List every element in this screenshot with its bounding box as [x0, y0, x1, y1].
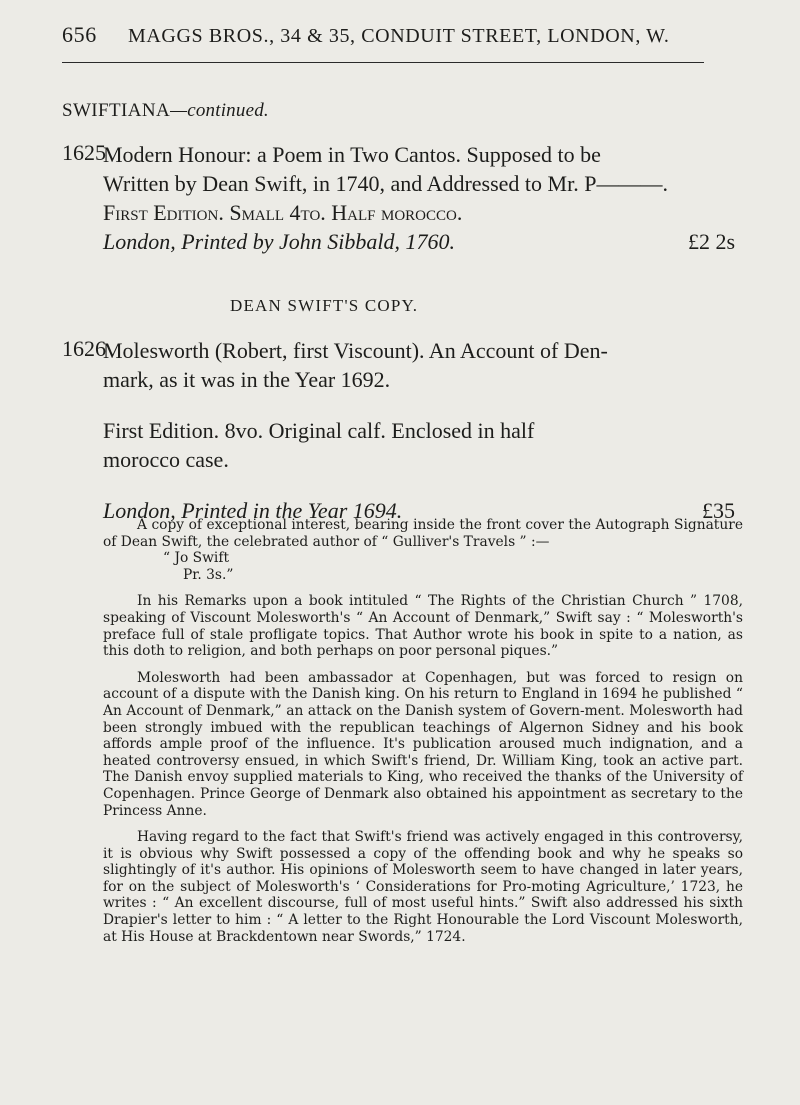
lot-number-1626: 1626	[62, 336, 106, 361]
entry-1625-title-line-1: Modern Honour: a Poem in Two Cantos. Supposed to be	[103, 142, 601, 167]
lot-number-1625: 1625	[62, 140, 106, 165]
description-paragraph-1: A copy of exceptional interest, bearing inside the front cover the Autograph Signature of Dean Swift, the celebrated author of “ Gulliver's Travels ” :—	[103, 517, 743, 550]
entry-1626-title-line-2: mark, as it was in the Year 1692.	[103, 367, 391, 392]
header-rule	[62, 62, 704, 63]
entry-1626-description	[103, 517, 743, 945]
running-head	[62, 22, 702, 48]
entry-1625-title-line-2: Written by Dean Swift, in 1740, and Addressed to Mr. P———.	[103, 171, 668, 196]
entry-1625-imprint: London, Printed by John Sibbald, 1760.	[103, 229, 455, 254]
description-paragraph-2: In his Remarks upon a book intituled “ The Rights of the Christian Church ” 1708, speaking of Viscount Molesworth's “ An Account of Denmark,” Swift say : “ Molesworth's preface full of stale profligate topics. That Author wrote his book in spite to a nation, as this doth to religion, and both perhaps on poor personal piques.”	[103, 593, 743, 660]
entry-1625-edition: First Edition. Small 4to. Half morocco.	[103, 200, 463, 225]
entry-1626	[103, 336, 743, 525]
section-heading	[62, 100, 269, 122]
page-number: 656	[62, 22, 97, 47]
entry-1626-imprint: London, Printed in the Year 1694.	[103, 498, 403, 523]
entry-1626-price: £35	[702, 498, 735, 523]
entry-1626-title-line-1: Molesworth (Robert, first Viscount). An Account of Den-	[103, 338, 608, 363]
entry-1626-binding: morocco case.	[103, 447, 229, 472]
autograph-line-2: Pr. 3s.”	[183, 566, 234, 583]
dean-swift-copy-heading: DEAN SWIFT'S COPY.	[230, 296, 419, 315]
entry-1625-price: £2 2s	[687, 229, 735, 254]
entry-1625-imprint-row	[103, 227, 743, 256]
running-title: MAGGS BROS., 34 & 35, CONDUIT STREET, LONDON, W.	[128, 25, 670, 47]
section-title: SWIFTIANA	[62, 100, 171, 121]
entry-1626-edition: First Edition. 8vo. Original calf. Enclosed in half	[103, 418, 535, 443]
description-paragraph-4: Having regard to the fact that Swift's friend was actively engaged in this controversy, it is obvious why Swift possessed a copy of the offending book and why he speaks so slightingly of it's author. His opinions of Molesworth seem to have changed in later years, for on the subject of Molesworth's ‘ Considerations for Pro-moting Agriculture,’ 1723, he writes : “ An excellent discourse, full of most useful hints.” Swift also addressed his sixth Drapier's letter to him : “ A letter to the Right Honourable the Lord Viscount Molesworth, at His House at Brackdentown near Swords,” 1724.	[103, 829, 743, 945]
section-continued: —continued.	[170, 100, 269, 121]
entry-1625	[103, 140, 743, 256]
autograph-line-1: “ Jo Swift	[163, 550, 229, 567]
description-paragraph-3: Molesworth had been ambassador at Copenhagen, but was forced to resign on account of a dispute with the Danish king. On his return to England in 1694 he published “ An Account of Denmark,” an attack on the Danish system of Govern-ment. Molesworth had been strongly imbued with the republican teachings of Algernon Sidney and his book affords ample proof of the influence. It's publication aroused much indignation, and a heated controversy ensued, in which Swift's friend, Dr. William King, took an active part. The Danish envoy supplied materials to King, who received the thanks of the University of Copenhagen. Prince George of Denmark also obtained his appointment as secretary to the Princess Anne.	[103, 669, 743, 819]
